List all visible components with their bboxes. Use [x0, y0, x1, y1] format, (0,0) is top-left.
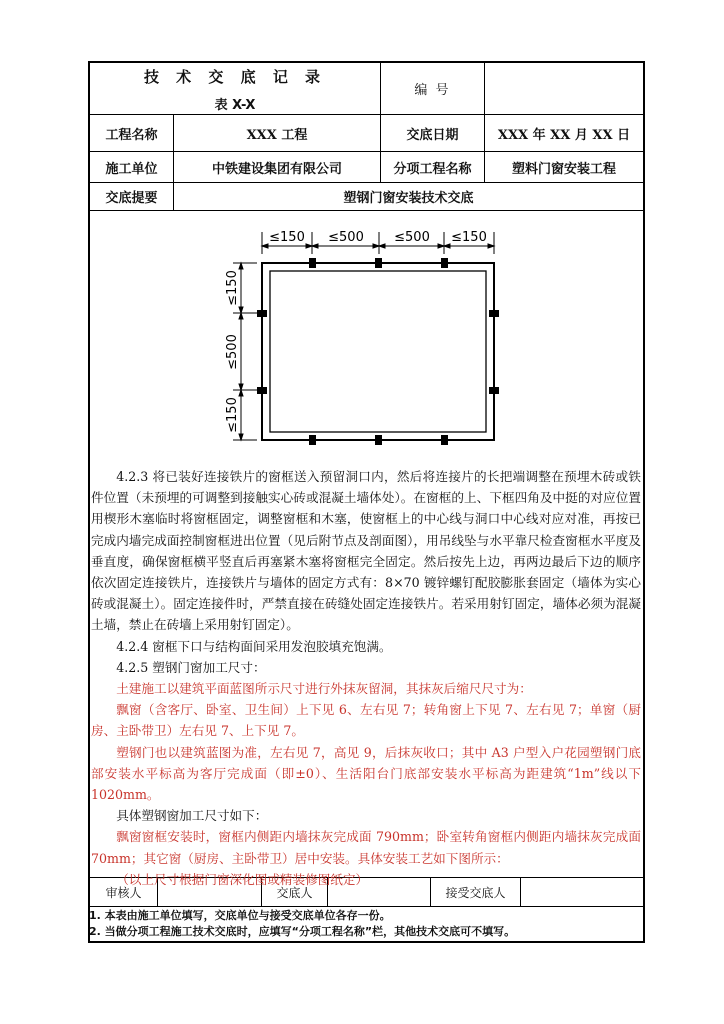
connector-plate — [441, 258, 448, 268]
summary-label: 交底提要 — [105, 191, 158, 206]
paragraph-4-2-3: 4.2.3 将已装好连接铁片的窗框送入预留洞口内，然后将连接片的长把端调整在预埋木砖或铁件位置（未预埋的可调整到接触实心砖或混凝土墙体处）。在窗框的上、下框四角及中挺的对应位置用楔形木塞临时将窗框固定，调整窗框和木塞，使窗框上的中心线与洞口中心线对应对准，再按已完成内墙完成面控制窗框进出位置（见后附节点及剖面图），用吊线坠与水平靠尺检查窗框水平度及垂直度，确保窗框横平竖直后再塞紧木塞将窗框完全固定。然后按先上边，再两边最后下边的顺序依次固定连接铁片，连接铁片与墙体的固定方式有：8×70 镀锌螺钉配胶膨胀套固定（墙体为实心砖或混凝土）。固定连接件时，严禁直接在砖缝处固定连接铁片。若采用射钉固定，墙体必须为混凝土墙，禁止在砖墙上采用射钉固定）。 — [91, 469, 641, 633]
form-notes — [89, 908, 649, 940]
paragraph-4-2-4: 4.2.4 窗框下口与结构面间采用发泡胶填充饱满。 — [116, 638, 392, 654]
construction-unit-label: 施工单位 — [105, 161, 158, 177]
connector-plate — [309, 258, 316, 268]
connector-plate — [309, 435, 316, 445]
project-name-value[interactable]: XXX 工程 — [246, 127, 308, 143]
dim-left-3: ≤150 — [225, 397, 240, 433]
subproject-value[interactable]: 塑料门窗安装工程 — [511, 161, 616, 177]
date-label: 交底日期 — [406, 127, 459, 143]
reviewer-field[interactable] — [158, 878, 261, 906]
presenter-field[interactable] — [328, 878, 430, 906]
dim-left-1: ≤150 — [225, 270, 240, 306]
date-value[interactable]: XXX 年 XX 月 XX 日 — [497, 127, 631, 143]
note-1: 1. 本表由施工单位填写，交底单位与接受交底单位各存一份。 — [89, 909, 391, 922]
connector-plates — [257, 258, 499, 445]
window-frame-inner — [270, 271, 486, 432]
paragraph-plaster-opening: 土建施工以建筑平面蓝图所示尺寸进行外抹灰留洞，其抹灰后缩尺尺寸为： — [116, 681, 532, 697]
paragraph-processing-size: 具体塑钢窗加工尺寸如下： — [116, 808, 268, 824]
connector-plate — [441, 435, 448, 445]
connector-plate — [257, 387, 267, 394]
receiver-label: 接受交底人 — [445, 885, 506, 900]
paragraph-window-shrink: 飘窗（含客厅、卧室、卫生间）上下见 6、左右见 7；转角窗上下见 7、左右见 7；单窗（厨房、主卧带卫）左右见 7、上下见 7。 — [91, 702, 641, 739]
number-label: 编 号 — [414, 83, 451, 98]
connector-plate — [489, 310, 499, 317]
disclosure-content — [91, 466, 641, 890]
paragraph-4-2-5: 4.2.5 塑钢门窗加工尺寸： — [116, 659, 266, 675]
dim-top-3: ≤500 — [394, 230, 430, 245]
dim-top-1: ≤150 — [269, 230, 305, 245]
paragraph-size-note: （以上尺寸根据门窗深化图或精装修图纸定） — [116, 871, 369, 887]
connector-plate — [375, 258, 382, 268]
window-frame-outer — [262, 263, 494, 440]
paragraph-door-shrink: 塑钢门也以建筑蓝图为准，左右见 7，高见 9，后抹灰收口；其中 A3 户型入户花园塑钢门底部安装水平标高为客厅完成面（即±0）、生活阳台门底部安装水平标高为距建筑“1m”线以下 1020mm。 — [91, 744, 641, 803]
dim-left-2: ≤500 — [225, 334, 240, 370]
summary-value[interactable]: 塑钢门窗安装技术交底 — [343, 191, 474, 206]
connector-plate — [489, 387, 499, 394]
receiver-field[interactable] — [521, 878, 643, 906]
note-2: 2. 当做分项工程施工技术交底时，应填写“分项工程名称”栏，其他技术交底可不填写。 — [89, 925, 516, 938]
construction-unit-value[interactable]: 中铁建设集团有限公司 — [211, 161, 342, 177]
form-number: 表 X-X — [214, 98, 256, 113]
page-title: 技 术 交 底 记 录 — [143, 68, 327, 86]
window-frame-diagram — [215, 222, 515, 462]
reviewer-label: 审核人 — [105, 885, 142, 900]
subproject-label: 分项工程名称 — [393, 161, 472, 177]
dim-top-4: ≤150 — [451, 230, 487, 245]
number-field[interactable] — [485, 63, 643, 114]
connector-plate — [257, 310, 267, 317]
presenter-label: 交底人 — [276, 885, 313, 900]
dim-top-2: ≤500 — [328, 230, 364, 245]
connector-plate — [375, 435, 382, 445]
project-name-label: 工程名称 — [105, 127, 158, 143]
paragraph-installation-position: 飘窗窗框安装时，窗框内侧距内墙抹灰完成面 790mm；卧室转角窗框内侧距内墙抹灰完成面 70mm；其它窗（厨房、主卧带卫）居中安装。具体安装工艺如下图所示： — [91, 829, 641, 866]
